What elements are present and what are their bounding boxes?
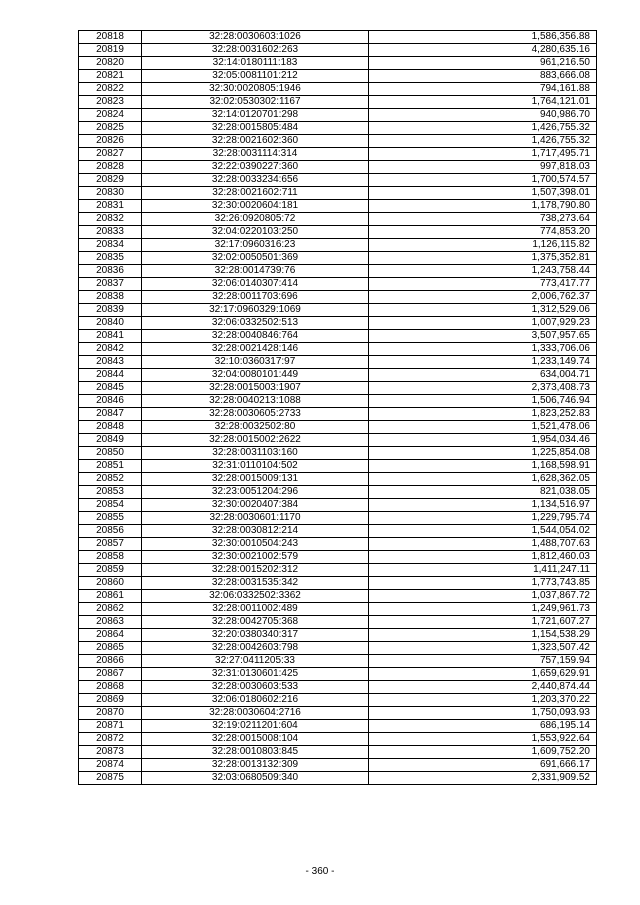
table-row (79, 499, 597, 512)
table-row (79, 239, 597, 252)
amount-cell: 1,333,706.06 (369, 343, 597, 356)
cadastral-number-cell: 32:28:0030601:1170 (142, 512, 369, 525)
cadastral-number-cell: 32:28:0042705:368 (142, 616, 369, 629)
row-id-cell: 20838 (79, 291, 142, 304)
table-row (79, 681, 597, 694)
table-row (79, 31, 597, 44)
table-row (79, 772, 597, 785)
amount-cell: 1,823,252.83 (369, 408, 597, 421)
table-row (79, 226, 597, 239)
table-row (79, 122, 597, 135)
amount-cell: 634,004.71 (369, 369, 597, 382)
cadastral-number-cell: 32:28:0031602:263 (142, 44, 369, 57)
cadastral-number-cell: 32:28:0021602:360 (142, 135, 369, 148)
amount-cell: 961,216.50 (369, 57, 597, 70)
row-id-cell: 20822 (79, 83, 142, 96)
table-row (79, 44, 597, 57)
table-row (79, 603, 597, 616)
amount-cell: 774,853.20 (369, 226, 597, 239)
table-row (79, 304, 597, 317)
amount-cell: 1,233,149.74 (369, 356, 597, 369)
cadastral-number-cell: 32:28:0021602:711 (142, 187, 369, 200)
cadastral-number-cell: 32:14:0180111:183 (142, 57, 369, 70)
cadastral-number-cell: 32:14:0120701:298 (142, 109, 369, 122)
row-id-cell: 20826 (79, 135, 142, 148)
table-row (79, 213, 597, 226)
row-id-cell: 20857 (79, 538, 142, 551)
table-row (79, 525, 597, 538)
cadastral-number-cell: 32:28:0015009:131 (142, 473, 369, 486)
amount-cell: 1,249,961.73 (369, 603, 597, 616)
table-row (79, 590, 597, 603)
row-id-cell: 20828 (79, 161, 142, 174)
row-id-cell: 20867 (79, 668, 142, 681)
table-body (79, 31, 597, 785)
amount-cell: 1,134,516.97 (369, 499, 597, 512)
table-row (79, 369, 597, 382)
row-id-cell: 20854 (79, 499, 142, 512)
amount-cell: 1,154,538.29 (369, 629, 597, 642)
amount-cell: 1,553,922.64 (369, 733, 597, 746)
cadastral-number-cell: 32:20:0380340:317 (142, 629, 369, 642)
amount-cell: 1,700,574.57 (369, 174, 597, 187)
row-id-cell: 20818 (79, 31, 142, 44)
table-row (79, 577, 597, 590)
row-id-cell: 20858 (79, 551, 142, 564)
row-id-cell: 20851 (79, 460, 142, 473)
cadastral-number-cell: 32:28:0031103:160 (142, 447, 369, 460)
table-row (79, 538, 597, 551)
row-id-cell: 20847 (79, 408, 142, 421)
cadastral-number-cell: 32:28:0030812:214 (142, 525, 369, 538)
row-id-cell: 20874 (79, 759, 142, 772)
table-row (79, 447, 597, 460)
table-row (79, 486, 597, 499)
amount-cell: 2,440,874.44 (369, 681, 597, 694)
amount-cell: 1,609,752.20 (369, 746, 597, 759)
table-row (79, 83, 597, 96)
table-row (79, 759, 597, 772)
cadastral-number-cell: 32:28:0015202:312 (142, 564, 369, 577)
cadastral-number-cell: 32:28:0031114:314 (142, 148, 369, 161)
cadastral-number-cell: 32:28:0030605:2733 (142, 408, 369, 421)
row-id-cell: 20825 (79, 122, 142, 135)
cadastral-number-cell: 32:17:0960329:1069 (142, 304, 369, 317)
row-id-cell: 20866 (79, 655, 142, 668)
row-id-cell: 20832 (79, 213, 142, 226)
row-id-cell: 20850 (79, 447, 142, 460)
row-id-cell: 20837 (79, 278, 142, 291)
cadastral-number-cell: 32:06:0180602:216 (142, 694, 369, 707)
table-row (79, 135, 597, 148)
cadastral-number-cell: 32:05:0081101:212 (142, 70, 369, 83)
amount-cell: 1,037,867.72 (369, 590, 597, 603)
row-id-cell: 20849 (79, 434, 142, 447)
amount-cell: 1,375,352.81 (369, 252, 597, 265)
table-row (79, 434, 597, 447)
row-id-cell: 20873 (79, 746, 142, 759)
cadastral-number-cell: 32:28:0015805:484 (142, 122, 369, 135)
row-id-cell: 20868 (79, 681, 142, 694)
table-row (79, 642, 597, 655)
cadastral-number-cell: 32:30:0020805:1946 (142, 83, 369, 96)
amount-cell: 1,203,370.22 (369, 694, 597, 707)
amount-cell: 3,507,957.65 (369, 330, 597, 343)
amount-cell: 4,280,635.16 (369, 44, 597, 57)
table-row (79, 330, 597, 343)
row-id-cell: 20823 (79, 96, 142, 109)
amount-cell: 1,168,598.91 (369, 460, 597, 473)
row-id-cell: 20872 (79, 733, 142, 746)
amount-cell: 1,954,034.46 (369, 434, 597, 447)
table-row (79, 629, 597, 642)
cadastral-number-cell: 32:31:0130601:425 (142, 668, 369, 681)
row-id-cell: 20844 (79, 369, 142, 382)
row-id-cell: 20827 (79, 148, 142, 161)
amount-cell: 1,764,121.01 (369, 96, 597, 109)
cadastral-number-cell: 32:06:0332502:513 (142, 317, 369, 330)
row-id-cell: 20833 (79, 226, 142, 239)
table-row (79, 70, 597, 83)
amount-cell: 738,273.64 (369, 213, 597, 226)
amount-cell: 691,666.17 (369, 759, 597, 772)
table-row (79, 161, 597, 174)
cadastral-number-cell: 32:28:0030603:533 (142, 681, 369, 694)
row-id-cell: 20870 (79, 707, 142, 720)
amount-cell: 1,750,093.93 (369, 707, 597, 720)
row-id-cell: 20862 (79, 603, 142, 616)
amount-cell: 883,666.08 (369, 70, 597, 83)
row-id-cell: 20845 (79, 382, 142, 395)
row-id-cell: 20875 (79, 772, 142, 785)
row-id-cell: 20864 (79, 629, 142, 642)
amount-cell: 821,038.05 (369, 486, 597, 499)
cadastral-value-table (78, 30, 597, 785)
cadastral-number-cell: 32:06:0140307:414 (142, 278, 369, 291)
page-number: - 360 - (305, 866, 335, 877)
table-row (79, 96, 597, 109)
amount-cell: 1,488,707.63 (369, 538, 597, 551)
amount-cell: 2,331,909.52 (369, 772, 597, 785)
row-id-cell: 20824 (79, 109, 142, 122)
amount-cell: 2,373,408.73 (369, 382, 597, 395)
row-id-cell: 20856 (79, 525, 142, 538)
table-row (79, 421, 597, 434)
cadastral-number-cell: 32:06:0332502:3362 (142, 590, 369, 603)
amount-cell: 1,628,362.05 (369, 473, 597, 486)
amount-cell: 1,773,743.85 (369, 577, 597, 590)
cadastral-number-cell: 32:28:0033234:656 (142, 174, 369, 187)
amount-cell: 1,007,929.23 (369, 317, 597, 330)
table-row (79, 291, 597, 304)
cadastral-number-cell: 32:02:0530302:1167 (142, 96, 369, 109)
table-row (79, 382, 597, 395)
cadastral-number-cell: 32:30:0020604:181 (142, 200, 369, 213)
amount-cell: 997,818.03 (369, 161, 597, 174)
table-row (79, 460, 597, 473)
cadastral-number-cell: 32:28:0042603:798 (142, 642, 369, 655)
table-row (79, 694, 597, 707)
amount-cell: 1,586,356.88 (369, 31, 597, 44)
cadastral-number-cell: 32:31:0110104:502 (142, 460, 369, 473)
cadastral-number-cell: 32:28:0021428:146 (142, 343, 369, 356)
amount-cell: 1,426,755.32 (369, 135, 597, 148)
table-row (79, 616, 597, 629)
cadastral-number-cell: 32:02:0050501:369 (142, 252, 369, 265)
cadastral-number-cell: 32:28:0011703:696 (142, 291, 369, 304)
row-id-cell: 20841 (79, 330, 142, 343)
table-row (79, 746, 597, 759)
row-id-cell: 20860 (79, 577, 142, 590)
cadastral-number-cell: 32:28:0015008:104 (142, 733, 369, 746)
row-id-cell: 20859 (79, 564, 142, 577)
amount-cell: 686,195.14 (369, 720, 597, 733)
amount-cell: 1,659,629.91 (369, 668, 597, 681)
table-row (79, 57, 597, 70)
row-id-cell: 20871 (79, 720, 142, 733)
row-id-cell: 20836 (79, 265, 142, 278)
table-row (79, 707, 597, 720)
cadastral-number-cell: 32:28:0010803:845 (142, 746, 369, 759)
row-id-cell: 20869 (79, 694, 142, 707)
amount-cell: 757,159.94 (369, 655, 597, 668)
amount-cell: 1,126,115.82 (369, 239, 597, 252)
cadastral-number-cell: 32:04:0080101:449 (142, 369, 369, 382)
row-id-cell: 20852 (79, 473, 142, 486)
cadastral-number-cell: 32:10:0360317:97 (142, 356, 369, 369)
row-id-cell: 20840 (79, 317, 142, 330)
row-id-cell: 20865 (79, 642, 142, 655)
table-row (79, 720, 597, 733)
row-id-cell: 20835 (79, 252, 142, 265)
cadastral-number-cell: 32:19:0211201:604 (142, 720, 369, 733)
amount-cell: 1,721,607.27 (369, 616, 597, 629)
amount-cell: 1,312,529.06 (369, 304, 597, 317)
amount-cell: 1,521,478.06 (369, 421, 597, 434)
row-id-cell: 20839 (79, 304, 142, 317)
cadastral-number-cell: 32:17:0960316:23 (142, 239, 369, 252)
amount-cell: 1,812,460.03 (369, 551, 597, 564)
table-row (79, 187, 597, 200)
cadastral-number-cell: 32:28:0013132:309 (142, 759, 369, 772)
cadastral-number-cell: 32:28:0030603:1026 (142, 31, 369, 44)
amount-cell: 1,225,854.08 (369, 447, 597, 460)
table-row (79, 668, 597, 681)
table-row (79, 343, 597, 356)
table-row (79, 512, 597, 525)
row-id-cell: 20861 (79, 590, 142, 603)
table-row (79, 109, 597, 122)
cadastral-number-cell: 32:30:0021002:579 (142, 551, 369, 564)
cadastral-number-cell: 32:30:0020407:384 (142, 499, 369, 512)
amount-cell: 1,243,758.44 (369, 265, 597, 278)
row-id-cell: 20843 (79, 356, 142, 369)
table-row (79, 252, 597, 265)
row-id-cell: 20842 (79, 343, 142, 356)
amount-cell: 1,426,755.32 (369, 122, 597, 135)
table-row (79, 551, 597, 564)
row-id-cell: 20820 (79, 57, 142, 70)
row-id-cell: 20863 (79, 616, 142, 629)
amount-cell: 794,161.88 (369, 83, 597, 96)
cadastral-number-cell: 32:04:0220103:250 (142, 226, 369, 239)
amount-cell: 773,417.77 (369, 278, 597, 291)
row-id-cell: 20830 (79, 187, 142, 200)
amount-cell: 1,411,247.11 (369, 564, 597, 577)
row-id-cell: 20855 (79, 512, 142, 525)
row-id-cell: 20846 (79, 395, 142, 408)
row-id-cell: 20853 (79, 486, 142, 499)
amount-cell: 940,986.70 (369, 109, 597, 122)
cadastral-number-cell: 32:28:0011002:489 (142, 603, 369, 616)
table-row (79, 408, 597, 421)
cadastral-number-cell: 32:03:0680509:340 (142, 772, 369, 785)
cadastral-number-cell: 32:28:0015003:1907 (142, 382, 369, 395)
cadastral-number-cell: 32:23:0051204:296 (142, 486, 369, 499)
row-id-cell: 20834 (79, 239, 142, 252)
amount-cell: 1,544,054.02 (369, 525, 597, 538)
amount-cell: 1,717,495.71 (369, 148, 597, 161)
row-id-cell: 20819 (79, 44, 142, 57)
table-row (79, 655, 597, 668)
table-row (79, 317, 597, 330)
cadastral-number-cell: 32:28:0040213:1088 (142, 395, 369, 408)
table-row (79, 174, 597, 187)
row-id-cell: 20848 (79, 421, 142, 434)
cadastral-number-cell: 32:27:0411205:33 (142, 655, 369, 668)
table-row (79, 356, 597, 369)
row-id-cell: 20829 (79, 174, 142, 187)
row-id-cell: 20821 (79, 70, 142, 83)
cadastral-number-cell: 32:26:0920805:72 (142, 213, 369, 226)
cadastral-number-cell: 32:28:0014739:76 (142, 265, 369, 278)
table-row (79, 395, 597, 408)
amount-cell: 2,006,762.37 (369, 291, 597, 304)
cadastral-number-cell: 32:28:0040846:764 (142, 330, 369, 343)
cadastral-number-cell: 32:28:0015002:2622 (142, 434, 369, 447)
cadastral-number-cell: 32:22:0390227:360 (142, 161, 369, 174)
table-row (79, 148, 597, 161)
amount-cell: 1,506,746.94 (369, 395, 597, 408)
cadastral-number-cell: 32:28:0030604:2716 (142, 707, 369, 720)
table-row (79, 564, 597, 577)
amount-cell: 1,507,398.01 (369, 187, 597, 200)
table-row (79, 733, 597, 746)
table-row (79, 200, 597, 213)
table-row (79, 473, 597, 486)
amount-cell: 1,178,790.80 (369, 200, 597, 213)
amount-cell: 1,323,507.42 (369, 642, 597, 655)
cadastral-number-cell: 32:28:0031535:342 (142, 577, 369, 590)
amount-cell: 1,229,795.74 (369, 512, 597, 525)
cadastral-number-cell: 32:30:0010504:243 (142, 538, 369, 551)
table-row (79, 265, 597, 278)
cadastral-number-cell: 32:28:0032502:80 (142, 421, 369, 434)
table-row (79, 278, 597, 291)
row-id-cell: 20831 (79, 200, 142, 213)
